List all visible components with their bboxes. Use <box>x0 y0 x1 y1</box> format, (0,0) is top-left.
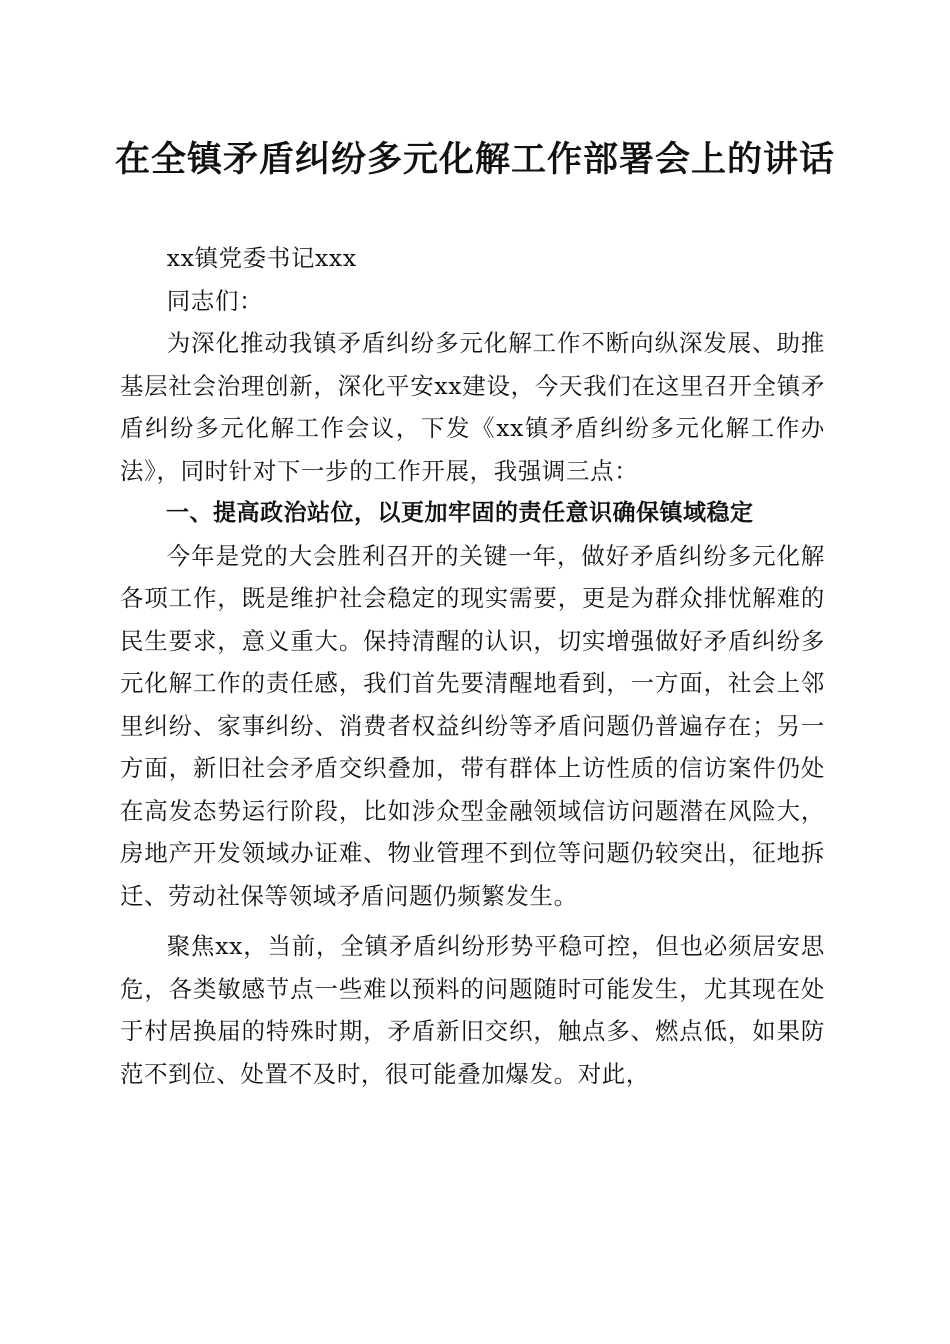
document-title: 在全镇矛盾纠纷多元化解工作部署会上的讲话 <box>114 139 835 180</box>
body-paragraph: 聚焦xx，当前，全镇矛盾纠纷形势平稳可控，但也必须居安思危，各类敏感节点一些难以预料的问题随时可能发生，尤其现在处于村居换届的特殊时期，矛盾新旧交织，触点多、燃点低，如果防范不到位、处置不及时，很可能叠加爆发。对此， <box>120 932 825 1088</box>
salutation: 同志们： <box>166 286 264 315</box>
document-body <box>120 237 825 1095</box>
section-heading-1: 一、提高政治站位，以更加牢固的责任意识确保镇域稳定 <box>166 500 754 526</box>
intro-paragraph: 为深化推动我镇矛盾纠纷多元化解工作不断向纵深发展、助推基层社会治理创新，深化平安xx建设，今天我们在这里召开全镇矛盾纠纷多元化解工作会议，下发《xx镇矛盾纠纷多元化解工作办法》，同时针对下一步的工作开展，我强调三点： <box>120 329 825 485</box>
author-line: xx镇党委书记xxx <box>166 244 357 272</box>
body-paragraph: 今年是党的大会胜利召开的关键一年，做好矛盾纠纷多元化解各项工作，既是维护社会稳定的现实需要，更是为群众排忧解难的民生要求，意义重大。保持清醒的认识，切实增强做好矛盾纠纷多元化解工作的责任感，我们首先要清醒地看到，一方面，社会上邻里纠纷、家事纠纷、消费者权益纠纷等矛盾问题仍普遍存在；另一方面，新旧社会矛盾交织叠加，带有群体上访性质的信访案件仍处在高发态势运行阶段，比如涉众型金融领域信访问题潜在风险大，房地产开发领域办证难、物业管理不到位等问题仍较突出，征地拆迁、劳动社保等领域矛盾问题仍频繁发生。 <box>120 541 825 910</box>
